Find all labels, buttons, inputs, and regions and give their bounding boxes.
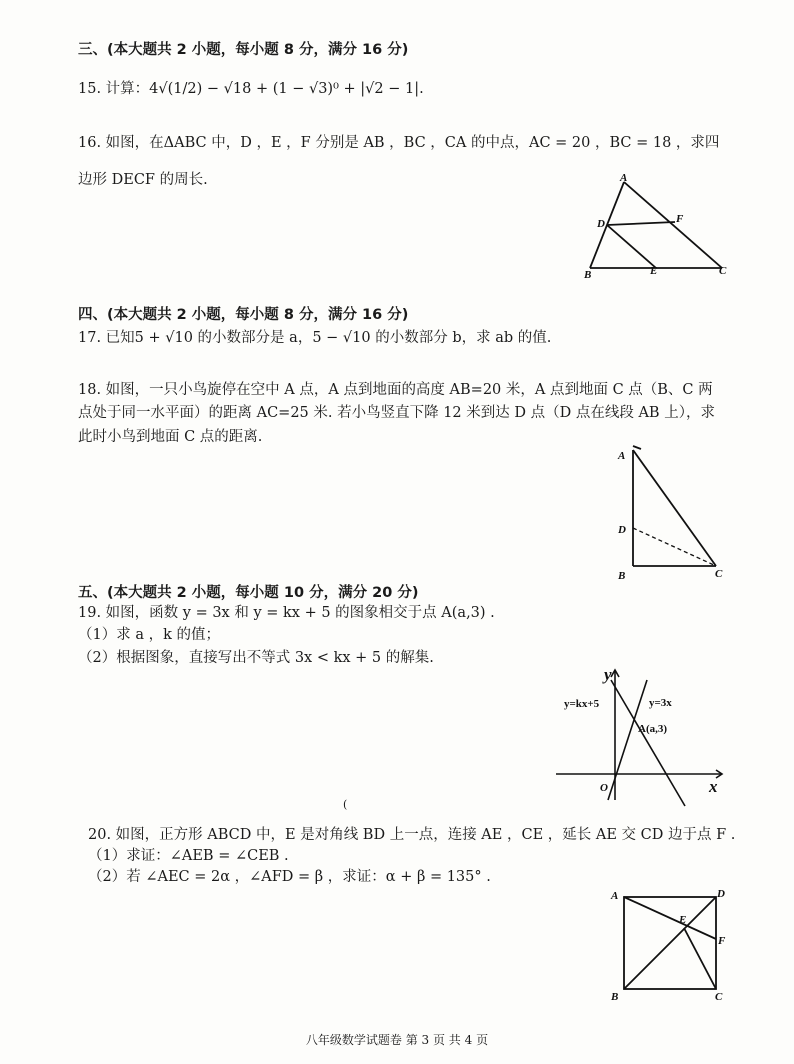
stray-mark: ( — [343, 798, 348, 811]
fig20-label-c: C — [715, 991, 723, 1003]
problem-20-line-2: （1）求证：∠AEB = ∠CEB . — [88, 848, 289, 864]
section-4-heading: 四、(本大题共 2 小题，每小题 8 分，满分 16 分) — [78, 307, 409, 323]
fig19-point-a-label: A(a,3) — [638, 723, 668, 735]
problem-16-line-2: 边形 DECF 的周长. — [78, 172, 208, 188]
problem-15: 15. 计算：4√(1/2) − √18 + (1 − √3)⁰ + |√2 − 1|. — [78, 81, 424, 97]
section-3-heading: 三、(本大题共 2 小题，每小题 8 分，满分 16 分) — [78, 42, 409, 58]
figure-20-square — [607, 882, 737, 1007]
fig19-line-3x-label: y=3x — [649, 697, 672, 709]
fig18-label-b: B — [618, 570, 626, 582]
problem-18-line-1: 18. 如图，一只小鸟旋停在空中 A 点，A 点到地面的高度 AB=20 米，A 点到地面 C 点（B、C 两 — [78, 382, 713, 398]
fig19-y-axis-label: y — [604, 665, 612, 684]
fig16-label-a: A — [620, 172, 628, 184]
fig19-x-axis-label: x — [709, 777, 718, 796]
fig20-label-b: B — [611, 991, 619, 1003]
figure-16-triangle — [580, 170, 740, 280]
problem-19-line-3: （2）根据图象，直接写出不等式 3x < kx + 5 的解集. — [78, 650, 434, 666]
problem-18-line-2: 点处于同一水平面）的距离 AC=25 米. 若小鸟竖直下降 12 米到达 D 点（D 点在线段 AB 上），求 — [78, 405, 715, 421]
problem-17: 17. 已知5 + √10 的小数部分是 a，5 − √10 的小数部分 b，求 ab 的值. — [78, 330, 552, 346]
fig18-label-d: D — [618, 524, 626, 536]
fig18-label-c: C — [715, 568, 723, 580]
fig20-label-e: E — [679, 914, 687, 926]
problem-16-line-1: 16. 如图，在ΔABC 中，D ，E ，F 分别是 AB ，BC ，CA 的中点，AC = 20 ，BC = 18 ，求四 — [78, 135, 720, 151]
figure-18-right-triangle — [612, 440, 732, 585]
page-footer: 八年级数学试题卷 第 3 页 共 4 页 — [305, 1033, 489, 1047]
fig16-label-c: C — [719, 265, 727, 277]
fig20-label-f: F — [718, 935, 726, 947]
fig16-label-b: B — [584, 269, 592, 280]
fig18-label-a: A — [618, 450, 626, 462]
problem-19-line-1: 19. 如图，函数 y = 3x 和 y = kx + 5 的图象相交于点 A(a,3) . — [78, 605, 495, 621]
fig16-label-e: E — [650, 265, 658, 277]
fig19-origin-label: O — [600, 782, 608, 794]
fig20-label-a: A — [611, 890, 619, 902]
figure-19-function-graph — [552, 660, 732, 810]
fig20-label-d: D — [717, 888, 725, 900]
problem-20-line-3: （2）若 ∠AEC = 2α ，∠AFD = β ，求证：α + β = 135° . — [88, 869, 491, 885]
problem-19-line-2: （1）求 a ，k 的值； — [78, 627, 220, 643]
fig16-label-f: F — [676, 213, 684, 225]
fig19-line-kx5-label: y=kx+5 — [564, 698, 600, 710]
fig16-label-d: D — [597, 218, 605, 230]
section-5-heading: 五、(本大题共 2 小题，每小题 10 分，满分 20 分) — [78, 585, 419, 601]
problem-18-line-3: 此时小鸟到地面 C 点的距离. — [78, 429, 263, 445]
problem-20-line-1: 20. 如图，正方形 ABCD 中，E 是对角线 BD 上一点，连接 AE ，CE ，延长 AE 交 CD 边于点 F . — [88, 827, 736, 843]
